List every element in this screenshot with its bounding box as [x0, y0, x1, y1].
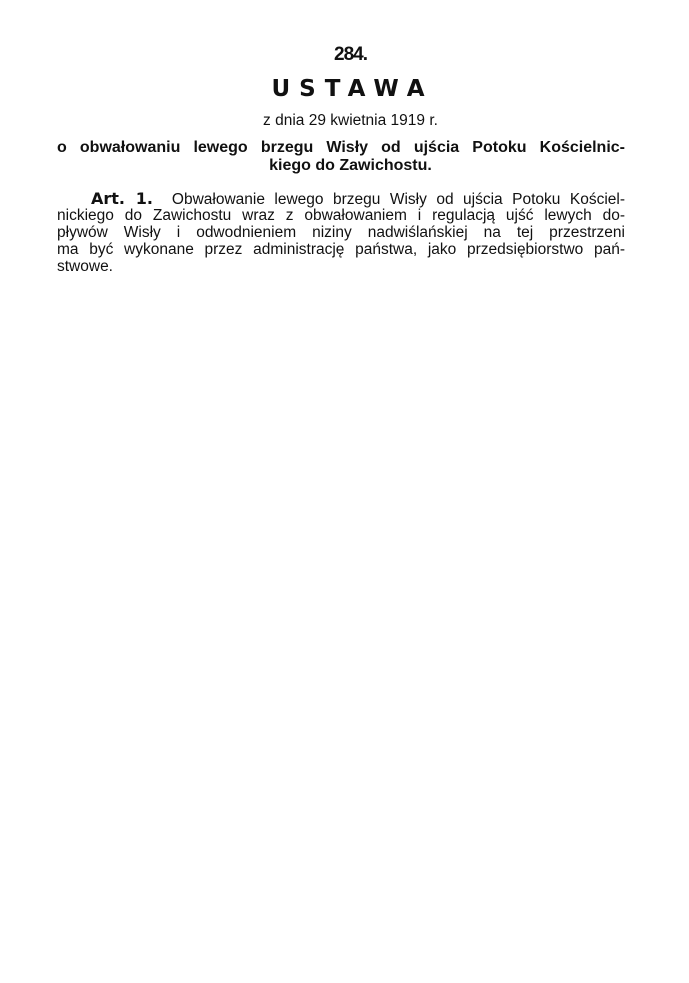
article-1-line-5: stwowe. — [57, 258, 113, 275]
subject-line-2: kiego do Zawichostu. — [269, 157, 432, 174]
article-label: Art. 1. — [91, 189, 153, 208]
article-1-line-1 — [57, 190, 625, 208]
article-1-line-3: pływów Wisły i odwodnieniem niziny nadwiślańskiej na tej przestrzeni — [57, 224, 625, 241]
article-1-line-2: nickiego do Zawichostu wraz z obwałowaniem i regulacją ujść lewych do- — [57, 207, 625, 224]
subject-line-1: o obwałowaniu lewego brzegu Wisły od ujścia Potoku Kościelnic- — [57, 139, 625, 156]
page-number: 284. — [334, 44, 367, 65]
article-1-line-4: ma być wykonane przez administrację państwa, jako przedsiębiorstwo pań- — [57, 241, 625, 258]
date-line: z dnia 29 kwietnia 1919 r. — [263, 112, 438, 129]
document-heading: USTAWA — [271, 76, 434, 102]
article-text: Obwałowanie lewego brzegu Wisły od ujścia Potoku Kościel- — [171, 191, 625, 208]
